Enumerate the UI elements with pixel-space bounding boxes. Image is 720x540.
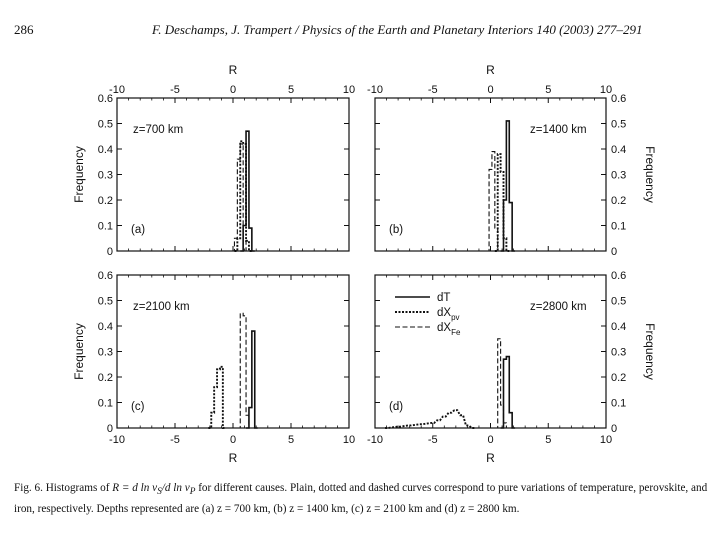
depth-label: z=1400 km [530,124,587,136]
x-axis-label-top: R [486,63,495,77]
series-dT [246,331,258,428]
x-tick-label: 0 [487,84,494,96]
panel-label: (b) [389,224,404,236]
x-tick-label: -5 [170,434,180,446]
y-tick-label: 0.2 [97,372,113,384]
x-tick-label: 5 [545,434,552,446]
y-tick-label: 0.3 [611,169,627,182]
caption-formula-sub-2: P [189,487,196,498]
x-tick-label: -5 [427,84,438,96]
panel-label: (d) [389,401,404,413]
series-dX_pv [208,367,225,428]
caption-text-2: for different causes. Plain, dotted and dashed curves correspond to pure variations of temperature, perovskite, and iron, respectively. Depths represented are (a) z = 700 km, (b) z = 1400 km, (c) z = 2100 km and (d) z = 2800 km. [14,482,708,516]
x-tick-label: 0 [229,84,237,96]
panel-label: (c) [131,401,145,413]
y-axis-label: Frequency [643,146,657,203]
caption-formula: R = d ln v [112,482,158,494]
panel-3 [72,270,355,465]
x-tick-label: 5 [545,84,552,96]
y-tick-label: 0.1 [611,220,627,233]
y-tick-label: 0.3 [97,346,113,359]
panel-2 [367,63,657,258]
series-dT [240,131,255,251]
page-number: 286 [14,22,34,37]
plot-frame [375,98,606,251]
x-tick-label: 10 [342,434,356,446]
legend-label-main: dX [437,322,452,334]
y-tick-label: 0.3 [97,169,113,182]
y-tick-label: 0.6 [97,270,113,282]
y-axis-label: Frequency [72,323,86,380]
panel-4 [367,270,657,465]
legend [395,292,461,337]
panel-1 [72,63,355,258]
x-tick-label: 10 [599,434,613,446]
y-tick-label: 0.1 [611,397,627,410]
panel-label: (a) [131,224,146,236]
y-tick-label: 0.1 [97,220,113,233]
y-tick-label: 0 [106,246,113,258]
plot-frame [117,98,349,251]
y-tick-label: 0.4 [97,144,113,156]
x-tick-label: 10 [599,84,613,96]
legend-label-sub: pv [451,313,460,322]
caption-label: Fig. 6. [14,482,43,494]
y-tick-label: 0.4 [611,144,627,156]
legend-label-sub: Fe [451,328,461,337]
y-axis-label: Frequency [72,146,86,203]
caption-formula-mid: /d ln v [161,482,190,494]
series-dX_Fe [495,339,509,428]
x-tick-label: 10 [342,84,356,96]
depth-label: z=2800 km [530,301,587,313]
x-tick-label: -5 [170,84,180,96]
x-tick-label: -10 [109,434,125,446]
y-tick-label: 0.5 [97,295,113,308]
y-tick-label: 0.4 [611,321,627,333]
y-tick-label: 0.1 [97,397,113,410]
depth-label: z=700 km [133,124,184,136]
y-axis-label: Frequency [643,323,657,380]
figure-caption [14,480,714,518]
y-tick-label: 0.6 [611,93,627,105]
x-tick-label: -10 [367,84,383,96]
x-axis-label-bottom: R [486,451,495,465]
x-tick-label: -10 [109,84,125,96]
y-tick-label: 0.2 [97,195,113,207]
caption-text-1: Histograms of [45,482,110,494]
y-tick-label: 0.6 [97,93,113,105]
y-tick-label: 0 [611,246,618,258]
x-axis-label-top: R [228,63,238,77]
y-tick-label: 0.5 [611,118,627,131]
plot-frame [117,275,349,428]
y-tick-label: 0.6 [611,270,627,282]
x-tick-label: 0 [487,434,494,446]
y-tick-label: 0 [611,423,618,435]
journal-citation: F. Deschamps, J. Trampert / Physics of the Earth and Planetary Interiors 140 (2003) 277–291 [152,22,643,37]
depth-label: z=2100 km [133,301,190,313]
x-tick-label: 5 [287,434,295,446]
x-tick-label: 0 [229,434,237,446]
legend-label-main: dT [437,292,451,304]
caption-formula-sub-1: S [157,487,162,498]
y-tick-label: 0.2 [611,372,627,384]
y-tick-label: 0.2 [611,195,627,207]
x-tick-label: -5 [427,434,438,446]
y-tick-label: 0.3 [611,346,627,359]
y-tick-label: 0.5 [611,295,627,308]
legend-label [437,292,450,304]
x-tick-label: 5 [287,84,295,96]
y-tick-label: 0 [106,423,113,435]
legend-label-main: dX [437,307,452,319]
y-tick-label: 0.5 [97,118,113,131]
x-axis-label-bottom: R [228,451,238,465]
x-tick-label: -10 [367,434,383,446]
series-dT [501,357,515,428]
legend-label [437,322,461,337]
y-tick-label: 0.4 [97,321,113,333]
legend-label [437,307,460,322]
plot-frame [375,275,606,428]
